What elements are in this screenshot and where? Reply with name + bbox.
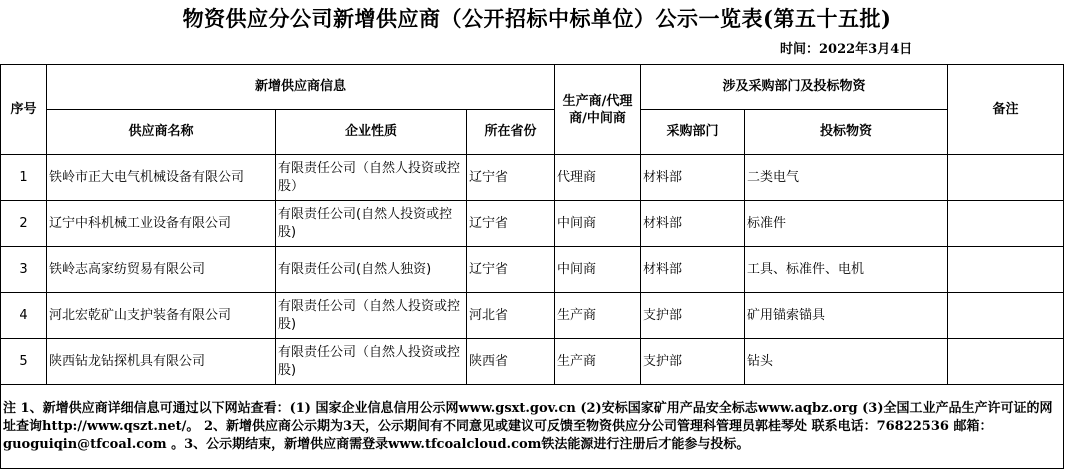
row-department: 支护部 [641,339,745,385]
row-remark [948,339,1064,385]
header-group-procurement: 涉及采购部门及投标物资 [641,65,948,110]
row-province: 河北省 [467,293,555,339]
row-department: 材料部 [641,155,745,201]
header-province: 所在省份 [467,110,555,155]
row-province: 辽宁省 [467,155,555,201]
row-province: 辽宁省 [467,201,555,247]
row-remark [948,293,1064,339]
header-remarks: 备注 [948,65,1064,155]
table-row [1,155,1064,201]
row-supplier-name: 河北宏乾矿山支护装备有限公司 [47,293,276,339]
row-material: 标准件 [745,201,948,247]
row-department: 材料部 [641,247,745,293]
row-seq: 1 [1,155,47,201]
row-remark [948,247,1064,293]
row-role: 代理商 [555,155,641,201]
row-seq: 2 [1,201,47,247]
row-material: 工具、标准件、电机 [745,247,948,293]
header-group-supplier: 新增供应商信息 [47,65,555,110]
supplier-table [0,64,1064,469]
table-row [1,293,1064,339]
row-role: 中间商 [555,247,641,293]
row-enterprise-type: 有限责任公司（自然人投资或控股) [276,339,467,385]
row-role: 生产商 [555,293,641,339]
row-supplier-name: 陕西钻龙钻探机具有限公司 [47,339,276,385]
header-row-1 [1,65,1064,110]
header-enterprise-type: 企业性质 [276,110,467,155]
page-title: 物资供应分公司新增供应商（公开招标中标单位）公示一览表(第五十五批) [182,6,892,31]
row-remark [948,201,1064,247]
row-enterprise-type: 有限责任公司（自然人投资或控股) [276,293,467,339]
row-supplier-name: 铁岭市正大电气机械设备有限公司 [47,155,276,201]
header-department: 采购部门 [641,110,745,155]
row-role: 生产商 [555,339,641,385]
header-role: 生产商/代理商/中间商 [555,65,641,155]
note-row [1,385,1064,469]
row-material: 二类电气 [745,155,948,201]
row-material: 矿用锚索锚具 [745,293,948,339]
row-seq: 3 [1,247,47,293]
table-row [1,201,1064,247]
row-seq: 5 [1,339,47,385]
table-row [1,247,1064,293]
row-enterprise-type: 有限责任公司（自然人投资或控股） [276,155,467,201]
row-remark [948,155,1064,201]
row-province: 陕西省 [467,339,555,385]
row-enterprise-type: 有限责任公司(自然人投资或控股) [276,201,467,247]
header-supplier-name: 供应商名称 [47,110,276,155]
row-role: 中间商 [555,201,641,247]
header-seq: 序号 [1,65,47,155]
row-supplier-name: 辽宁中科机械工业设备有限公司 [47,201,276,247]
row-enterprise-type: 有限责任公司(自然人独资) [276,247,467,293]
row-seq: 4 [1,293,47,339]
header-materials: 投标物资 [745,110,948,155]
row-department: 材料部 [641,201,745,247]
publish-date: 时间：2022年3月4日 [780,42,913,57]
table-row [1,339,1064,385]
row-material: 钻头 [745,339,948,385]
row-supplier-name: 铁岭志高家纺贸易有限公司 [47,247,276,293]
header-row-2 [1,110,1064,155]
row-province: 辽宁省 [467,247,555,293]
footnote: 注 1、新增供应商详细信息可通过以下网站查看：(1) 国家企业信息信用公示网www.gsxt.gov.cn (2)安标国家矿用产品安全标志www.aqbz.org (3)全国工业产品生产许可证的网址查询http://www.qszt.net/。 2、新增供应商公示期为3天，公示期间有不同意见或建议可反馈至物资供应分公司管理科管理员郭桂琴处 联系电话：76822536 邮箱：guoguiqin@tfcoal.com 。3、公示期结束，新增供应商需登录www.tfcoalcloud.com铁法能源进行注册后才能参与投标。 [1,385,1064,469]
row-department: 支护部 [641,293,745,339]
